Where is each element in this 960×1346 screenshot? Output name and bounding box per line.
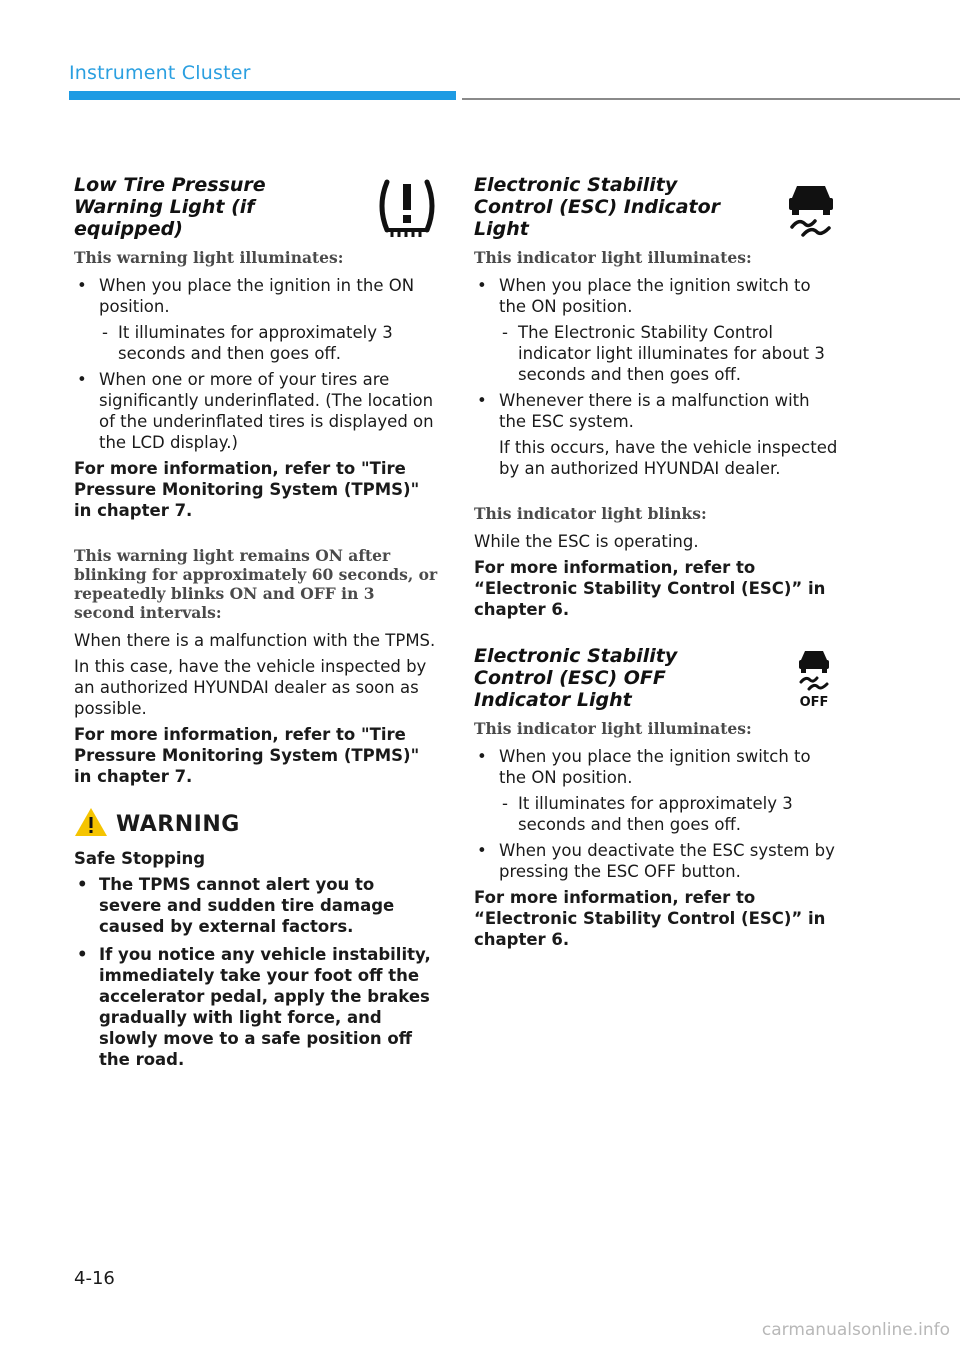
- tpms-subhead-blinking: This warning light remains ON after blinking for approximately 60 seconds, or repeatedly blinks ON and OFF in 3 second intervals:: [74, 546, 438, 622]
- esc-indicator-icon: [783, 174, 839, 245]
- tpms-subhead-illuminates: This warning light illuminates:: [74, 248, 344, 267]
- tpms-bullet: • When one or more of your tires are significantly underinflated. (The location of the underinflated tires is displayed on the LCD display.): [74, 369, 439, 453]
- esc-off-subhead-illuminates: This indicator light illuminates:: [474, 719, 752, 738]
- esc-subhead-blinks: This indicator light blinks:: [474, 504, 707, 523]
- esc-off-indicator-icon: [789, 645, 839, 716]
- esc-bullet: • When you place the ignition switch to the ON position.: [474, 275, 839, 317]
- esc-bullet: • Whenever there is a malfunction with the ESC system.: [474, 390, 839, 432]
- section-header-title: Instrument Cluster: [69, 62, 251, 84]
- tpms-section-header: [74, 174, 439, 240]
- watermark: carmanualsonline.info: [761, 1320, 950, 1340]
- tire-pressure-warning-icon: [375, 174, 439, 245]
- warning-bullet: • If you notice any vehicle instability, immediately take your foot off the accelerator pedal, apply the brakes gradually with light force, and slowly move to a safe position off the road.: [74, 944, 439, 1070]
- esc-title: Electronic Stability Control (ESC) Indicator Light: [474, 174, 721, 240]
- esc-reference: For more information, refer to “Electronic Stability Control (ESC)” in chapter 6.: [474, 558, 826, 619]
- esc-off-icon-label: OFF: [799, 695, 829, 710]
- esc-off-section-header: [474, 645, 839, 711]
- esc-off-reference: For more information, refer to “Electronic Stability Control (ESC)” in chapter 6.: [474, 888, 826, 949]
- tpms-title: Low Tire Pressure Warning Light (if equipped): [74, 174, 266, 240]
- tpms-reference: For more information, refer to "Tire Pressure Monitoring System (TPMS)" in chapter 7.: [74, 725, 420, 786]
- warning-triangle-icon: [74, 807, 108, 842]
- tpms-paragraph: In this case, have the vehicle inspected by an authorized HYUNDAI dealer as soon as possible.: [74, 657, 427, 718]
- esc-off-bullet: • When you deactivate the ESC system by pressing the ESC OFF button.: [474, 840, 839, 882]
- esc-off-bullet: • When you place the ignition switch to the ON position.: [474, 746, 839, 788]
- esc-section-header: [474, 174, 839, 240]
- left-column: [74, 168, 439, 1077]
- tpms-bullet: • When you place the ignition in the ON position.: [74, 275, 439, 317]
- esc-subhead-illuminates: This indicator light illuminates:: [474, 248, 752, 267]
- esc-indented-text: If this occurs, have the vehicle inspected by an authorized HYUNDAI dealer.: [499, 438, 838, 478]
- warning-bullet: • The TPMS cannot alert you to severe and sudden tire damage caused by external factors.: [74, 874, 439, 937]
- header-accent-bar: [69, 91, 456, 100]
- esc-off-dash-item: - It illuminates for approximately 3 seconds and then goes off.: [474, 793, 839, 835]
- warning-subtitle: Safe Stopping: [74, 849, 206, 868]
- page-number: 4-16: [74, 1268, 115, 1289]
- tpms-dash-item: - It illuminates for approximately 3 seconds and then goes off.: [74, 322, 439, 364]
- warning-header: [74, 807, 439, 842]
- header-divider: [462, 98, 960, 100]
- right-column: [474, 168, 839, 955]
- esc-paragraph: While the ESC is operating.: [474, 532, 699, 551]
- tpms-reference: For more information, refer to "Tire Pressure Monitoring System (TPMS)" in chapter 7.: [74, 459, 420, 520]
- esc-off-title: Electronic Stability Control (ESC) OFF Indicator Light: [474, 645, 678, 711]
- warning-label: WARNING: [116, 812, 240, 837]
- esc-dash-item: - The Electronic Stability Control indicator light illuminates for about 3 seconds and then goes off.: [474, 322, 839, 385]
- tpms-paragraph: When there is a malfunction with the TPMS.: [74, 631, 436, 650]
